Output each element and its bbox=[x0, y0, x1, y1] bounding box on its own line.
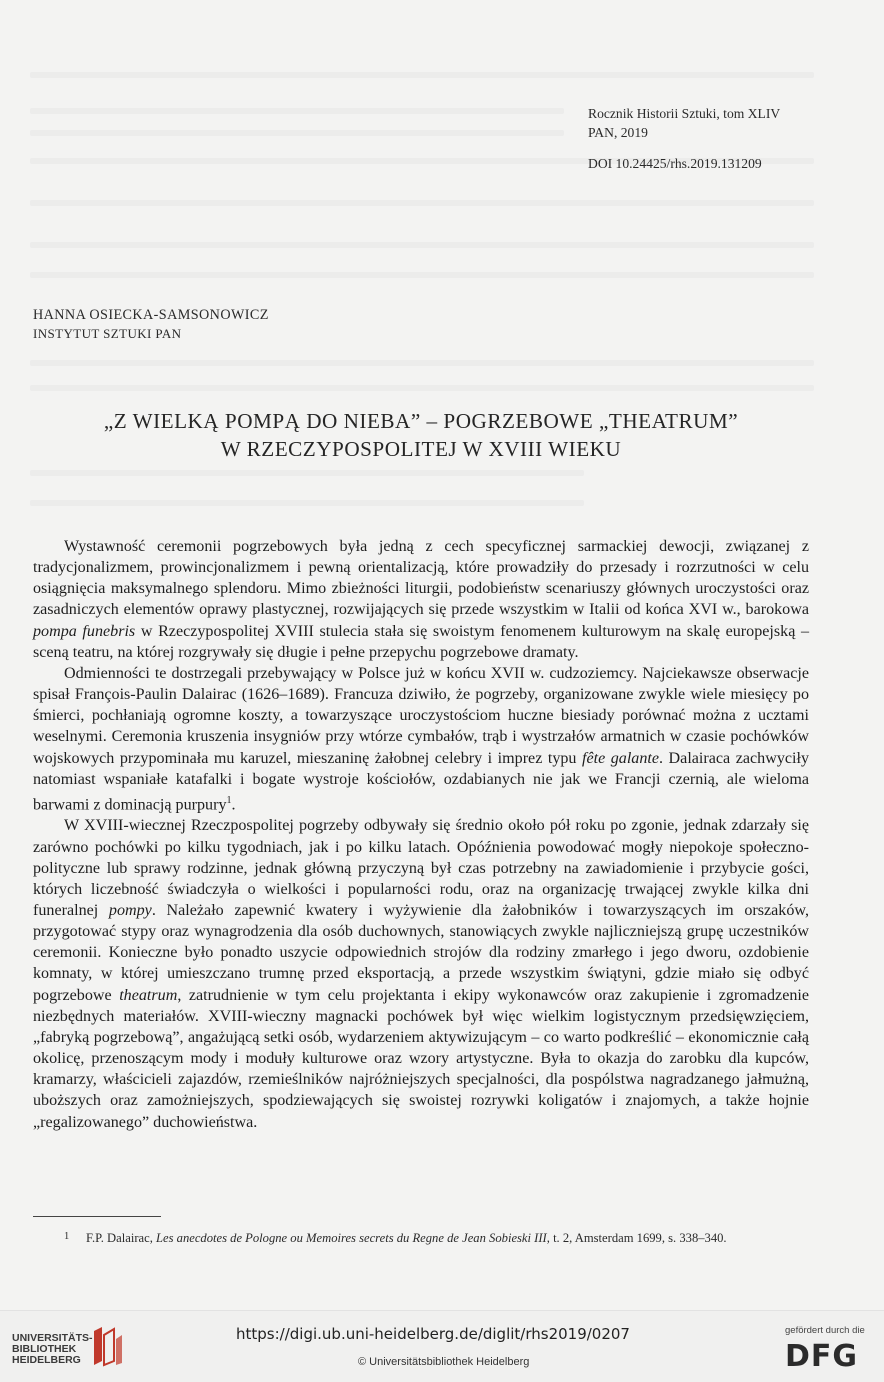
bleed-through-line bbox=[30, 385, 814, 391]
copyright-notice: © Universitätsbibliothek Heidelberg bbox=[358, 1356, 530, 1368]
paragraph-3: W XVIII-wiecznej Rzeczpospolitej pogrzeby odbywały się średnio około pół roku po zgonie, jednak zdarzały się zarówno pochówki po kilku tygodniach, jak i po kilku latach. Opóźnienia powodować mogły niepokoje społeczno-polityczne lub sprawy rodzinne, jednak główną przyczyną był czas potrzebny na zawiadomienie i przybycie gości, których liczebność świadczyła o wielkości i popularności rodu, oraz na organizację trwającej zwykle kilka dni funeralnej pompy. Należało zapewnić kwatery i wyżywienie dla żałobników i towarzyszących im orszaków, przygotować stypy oraz wynagrodzenia dla osób duchownych, stanowiących zwykle najliczniejszą grupę uczestników ceremonii. Konieczne było ponadto uszycie odpowiednich strojów dla rodziny zmarłego i jego dworu, ozdobienie komnaty, w której umieszczano trumnę przed eksportacją, a przede wszystkim świątyni, gdzie miało się odbyć pogrzebowe theatrum, zatrudnienie w tym celu projektanta i ekipy wykonawców oraz zakupienie i zgromadzenie niezbędnych materiałów. XVIII-wieczny magnacki pochówek był więc wielkim logistycznym przedsięwzięciem, „fabryką pogrzebową”, angażującą setki osób, wydarzeniem aktywizującym – co warto podkreślić – ekonomicznie całą okolicę, przenoszącym mody i moduły kulturowe oraz wzory artystyczne. Była to okazja do zarobku dla kupców, kramarzy, właścicieli zajazdów, rzemieślników najróżniejszych specjalności, dla pospólstwa nagradzanego jałmużną, uboższych oraz zamożniejszych, spodziewających się swoistej rozrywki koligatów i znajomych, a także hojnie „regalizowanego” duchowieństwa. bbox=[33, 817, 809, 1131]
viewer-footer bbox=[0, 1310, 884, 1382]
bleed-through-line bbox=[30, 108, 564, 114]
permalink-url[interactable]: https://digi.ub.uni-heidelberg.de/diglit/rhs2019/0207 bbox=[236, 1325, 630, 1343]
journal-name: Rocznik Historii Sztuki, tom XLIV bbox=[588, 106, 781, 121]
bleed-through-line bbox=[30, 242, 814, 248]
bleed-through-line bbox=[30, 130, 564, 136]
footnote-number: 1 bbox=[64, 1231, 70, 1242]
bleed-through-line bbox=[30, 470, 584, 476]
footnote-divider bbox=[33, 1216, 161, 1217]
footnote-reference[interactable]: 1 bbox=[226, 794, 232, 806]
footnote: 1 F.P. Dalairac, Les anecdotes de Pologne ou Memoires secrets du Regne de Jean Sobieski III, t. 2, Amsterdam 1699, s. 338–340. bbox=[68, 1230, 813, 1247]
article-title-line-2: W RZECZYPOSPOLITEJ W XVIII WIEKU bbox=[220, 437, 622, 461]
journal-info bbox=[588, 104, 838, 173]
dfg-logo[interactable]: DFG bbox=[785, 1339, 859, 1374]
bleed-through-line bbox=[30, 200, 814, 206]
article-title-line-1: „Z WIELKĄ POMPĄ DO NIEBA” – POGRZEBOWE „THEATRUM” bbox=[103, 409, 739, 433]
library-logo-icon[interactable] bbox=[90, 1325, 124, 1369]
article-body bbox=[33, 536, 809, 1133]
paragraph-1: Wystawność ceremonii pogrzebowych była jedną z cech specyficznej sarmackiej dewocji, związanej z tradycjonalizmem, prowincjonalizmem i pewną orientalizacją, które prowadziły do przesady i rozrzutności w celu osiągnięcia maksymalnego splendoru. Mimo zbieżności liturgii, podobieństw scenariuszy głównych uroczystości oraz zasadniczych elementów oprawy plastycznej, rozwijających się przede wszystkim w Italii od końca XVI w., barokowa pompa funebris w Rzeczypospolitej XVIII stulecia stała się swoistym fenomenem kulturowym na skalę europejską – sceną teatru, na której rozgrywały się długie i pełne przepychu pogrzebowe dramaty. bbox=[33, 538, 810, 661]
paragraph-2: Odmienności te dostrzegali przebywający w Polsce już w końcu XVII w. cudzoziemcy. Najciekawsze obserwacje spisał François-Paulin Dalairac (1626–1689). Francuza dziwiło, że pogrzeby, organizowane zwykle wiele miesięcy po śmierci, pochłaniają ogromne koszty, a towarzyszące uroczystościom huczne biesiady porównać można z ucztami weselnymi. Ceremonia kruszenia insygniów przy wtórze cymbałów, trąb i wystrzałów armatnich w czasie pochówków wojskowych przypominała mu karuzel, mieszaninę żałobnej celebry i imprez typu fête galante. Dalairaca zachwyciły natomiast wspaniałe katafalki i bogate wystroje kościołów, ozdabianych nie jak we Francji czernią, ale wieloma barwami z dominacją purpury$^1$. bbox=[33, 664, 809, 814]
funded-by-label: gefördert durch die bbox=[785, 1325, 865, 1336]
doi: DOI 10.24425/rhs.2019.131209 bbox=[588, 156, 762, 171]
bleed-through-line bbox=[30, 272, 814, 278]
bleed-through-line bbox=[30, 500, 584, 506]
author-name: HANNA OSIECKA-SAMSONOWICZ bbox=[33, 307, 269, 323]
bleed-through-line bbox=[30, 360, 814, 366]
journal-publisher-year: PAN, 2019 bbox=[588, 125, 648, 140]
library-logo-text[interactable]: UNIVERSITÄTS- BIBLIOTHEK HEIDELBERG bbox=[12, 1332, 93, 1366]
bleed-through-line bbox=[30, 72, 814, 78]
author-institute: INSTYTUT SZTUKI PAN bbox=[33, 326, 182, 341]
